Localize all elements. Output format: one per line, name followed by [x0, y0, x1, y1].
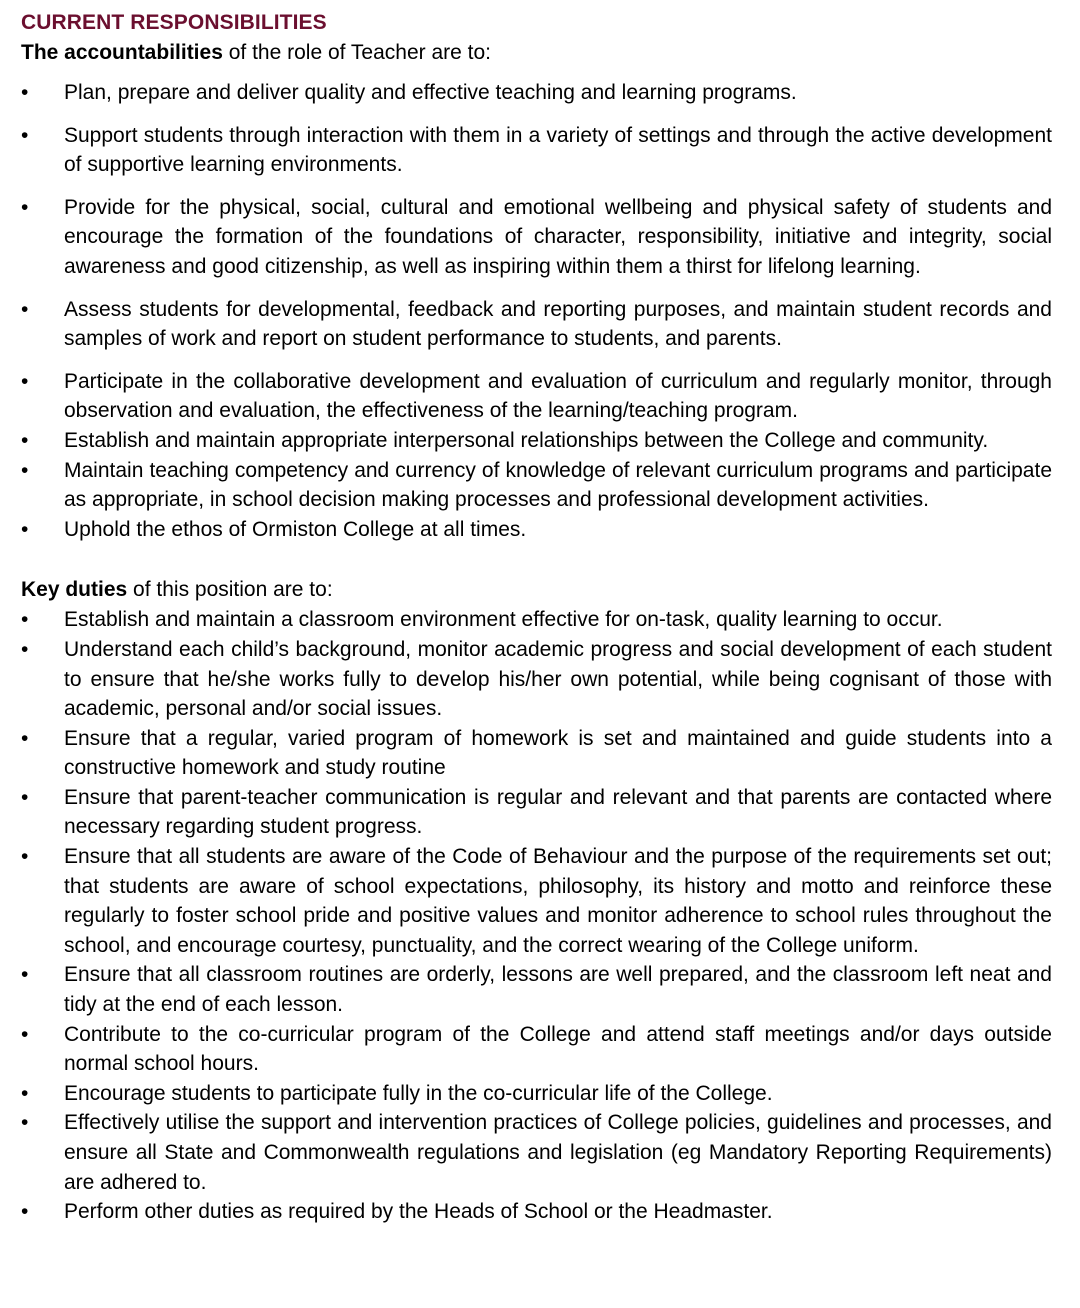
list-item-text: Maintain teaching competency and currency of knowledge of relevant curriculum programs and participate as appropriate, in school decision making processes and professional development activities. [64, 458, 1052, 512]
list-item-text: Assess students for developmental, feedback and reporting purposes, and maintain student records and samples of work and report on student performance to students, and parents. [64, 297, 1052, 351]
list-item-text: Ensure that all classroom routines are orderly, lessons are well prepared, and the classroom left neat and tidy at the end of each lesson. [64, 963, 1052, 1017]
bullet-icon: • [21, 81, 29, 104]
bullet-icon: • [21, 1200, 29, 1224]
bullet-icon: • [21, 637, 29, 661]
bullet-icon: • [21, 369, 29, 393]
list-item [21, 1197, 1052, 1227]
section-heading: CURRENT RESPONSIBILITIES [21, 11, 327, 34]
list-item-text: Uphold the ethos of Ormiston College at all times. [64, 517, 527, 541]
bullet-icon: • [21, 1022, 29, 1046]
list-item [21, 426, 1052, 456]
list-item [21, 724, 1052, 783]
bullet-icon: • [21, 458, 29, 482]
accountabilities-lead: The accountabilities [21, 41, 223, 64]
list-item [21, 842, 1052, 960]
list-item-text: Encourage students to participate fully in the co-curricular life of the College. [64, 1081, 773, 1105]
list-item [21, 1079, 1052, 1109]
list-item-text: Understand each child’s background, monitor academic progress and social development of each student to ensure that he/she works fully to develop his/her own potential, while being cognisant of those with academic, personal and/or social issues. [64, 637, 1052, 721]
list-item [21, 456, 1052, 515]
list-item-text: Perform other duties as required by the Heads of School or the Headmaster. [64, 1200, 773, 1224]
bullet-icon: • [21, 608, 29, 632]
list-item [21, 960, 1052, 1019]
list-item [21, 635, 1052, 724]
list-item-text: Establish and maintain a classroom environment effective for on-task, quality learning to occur. [64, 608, 943, 632]
list-item [21, 1020, 1052, 1079]
list-item-text: Support students through interaction with them in a variety of settings and through the active development of supportive learning environments. [64, 123, 1052, 177]
key-duties-intro [21, 575, 1052, 605]
bullet-icon: • [21, 1111, 29, 1135]
list-item-text: Ensure that a regular, varied program of homework is set and maintained and guide students into a constructive homework and study routine [64, 726, 1052, 780]
bullet-icon: • [21, 123, 29, 147]
key-duties-intro-text: of this position are to: [127, 578, 333, 602]
bullet-icon: • [21, 963, 29, 987]
list-item-text: Effectively utilise the support and intervention practices of College policies, guidelines and processes, and ensure all State and Commonwealth regulations and legislation (eg Mandatory Reporting Requirements) are adhered to. [64, 1111, 1052, 1194]
bullet-icon: • [21, 195, 29, 219]
list-item-text: Provide for the physical, social, cultural and emotional wellbeing and physical safety of students and encourage the formation of the foundations of character, responsibility, initiative and integrity, social awareness and good citizenship, as well as inspiring within them a thirst for lifelong learning. [64, 195, 1052, 278]
accountabilities-intro-text: of the role of Teacher are to: [222, 41, 491, 64]
list-item [21, 295, 1052, 354]
list-item [21, 1108, 1052, 1197]
accountabilities-list [21, 78, 1052, 544]
bullet-icon: • [21, 785, 29, 809]
list-item-text: Ensure that parent-teacher communication is regular and relevant and that parents are contacted where necessary regarding student progress. [64, 785, 1052, 839]
list-item-text: Contribute to the co-curricular program of the College and attend staff meetings and/or days outside normal school hours. [64, 1022, 1052, 1076]
accountabilities-intro [21, 38, 1052, 68]
list-item [21, 605, 1052, 635]
list-item-text: Plan, prepare and deliver quality and effective teaching and learning programs. [64, 81, 797, 104]
document-page [21, 8, 1052, 1227]
bullet-icon: • [21, 517, 29, 541]
key-duties-list [21, 605, 1052, 1226]
bullet-icon: • [21, 726, 29, 750]
list-item [21, 78, 1052, 108]
list-item-text: Establish and maintain appropriate interpersonal relationships between the College and community. [64, 428, 989, 452]
list-item [21, 783, 1052, 842]
key-duties-lead: Key duties [21, 578, 128, 602]
list-item [21, 121, 1052, 180]
list-item [21, 515, 1052, 545]
bullet-icon: • [21, 1081, 29, 1105]
list-item [21, 193, 1052, 282]
list-item-text: Ensure that all students are aware of the Code of Behaviour and the purpose of the requirements set out; that students are aware of school expectations, philosophy, its history and motto and reinforce these regularly to foster school pride and positive values and monitor adherence to school rules throughout the school, and encourage courtesy, punctuality, and the correct wearing of the College uniform. [64, 845, 1052, 957]
bullet-icon: • [21, 428, 29, 452]
bullet-icon: • [21, 845, 29, 869]
bullet-icon: • [21, 297, 29, 321]
list-item [21, 367, 1052, 426]
list-item-text: Participate in the collaborative development and evaluation of curriculum and regularly monitor, through observation and evaluation, the effectiveness of the learning/teaching program. [64, 369, 1052, 423]
